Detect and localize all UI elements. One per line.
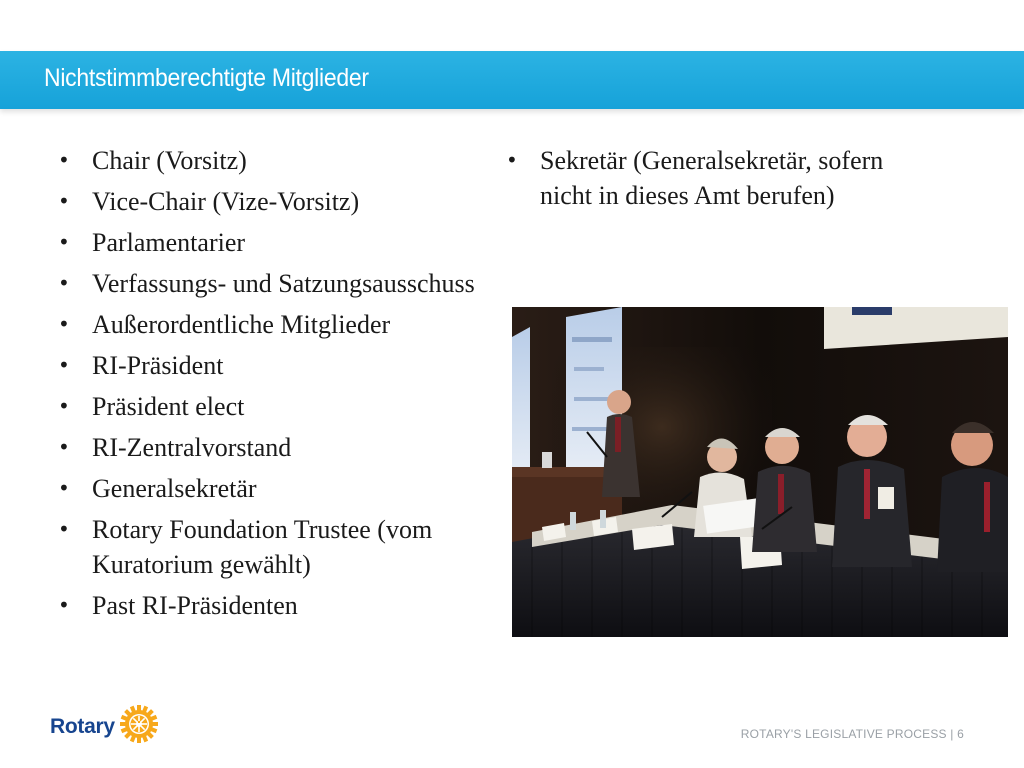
bullet-text: RI-Zentralvorstand <box>92 433 292 462</box>
conference-photo-illustration <box>512 307 1008 637</box>
bullet-item <box>58 184 478 219</box>
bullet-item <box>58 512 478 582</box>
bullet-text: Sekretär (Generalsekretär, sofern nicht in dieses Amt berufen) <box>540 146 884 210</box>
bullet-dot: • <box>506 148 518 172</box>
bullet-text: Verfassungs- und Satzungsausschuss <box>92 269 475 298</box>
bullet-dot: • <box>58 312 70 336</box>
bullet-item <box>58 143 478 178</box>
bullet-dot: • <box>58 353 70 377</box>
bullet-text: Präsident elect <box>92 392 245 421</box>
bullet-text: RI-Präsident <box>92 351 224 380</box>
bullet-item <box>58 348 478 383</box>
bullet-text: Rotary Foundation Trustee (vom Kuratorium gewählt) <box>92 515 433 579</box>
bullet-item <box>58 225 478 260</box>
bullet-dot: • <box>58 271 70 295</box>
rotary-logo-text: Rotary <box>50 714 115 738</box>
rotary-wheel-icon <box>119 704 159 749</box>
bullet-dot: • <box>58 593 70 617</box>
right-bullet-list <box>506 143 906 219</box>
bullet-item <box>58 266 478 301</box>
conference-photo <box>512 307 1008 637</box>
bullet-dot: • <box>58 230 70 254</box>
bullet-dot: • <box>58 394 70 418</box>
bullet-dot: • <box>58 476 70 500</box>
bullet-dot: • <box>58 435 70 459</box>
bullet-item <box>58 430 478 465</box>
bullet-item <box>506 143 906 213</box>
rotary-logo <box>50 704 159 749</box>
bullet-text: Parlamentarier <box>92 228 246 257</box>
bullet-text: Past RI-Präsidenten <box>92 591 298 620</box>
bullet-text: Generalsekretär <box>92 474 257 503</box>
bullet-item <box>58 389 478 424</box>
bullet-text: Vice-Chair (Vize-Vorsitz) <box>92 187 360 216</box>
slide-title: Nichtstimmberechtigte Mitglieder <box>44 64 369 92</box>
bullet-item <box>58 307 478 342</box>
bullet-text: Chair (Vorsitz) <box>92 146 247 175</box>
bullet-dot: • <box>58 517 70 541</box>
bullet-text: Außerordentliche Mitglieder <box>92 310 391 339</box>
left-bullet-list <box>58 143 478 629</box>
footer-text: ROTARY'S LEGISLATIVE PROCESS | 6 <box>740 727 964 741</box>
bullet-dot: • <box>58 189 70 213</box>
bullet-item <box>58 588 478 623</box>
bullet-dot: • <box>58 148 70 172</box>
bullet-item <box>58 471 478 506</box>
title-bar <box>0 51 1024 109</box>
